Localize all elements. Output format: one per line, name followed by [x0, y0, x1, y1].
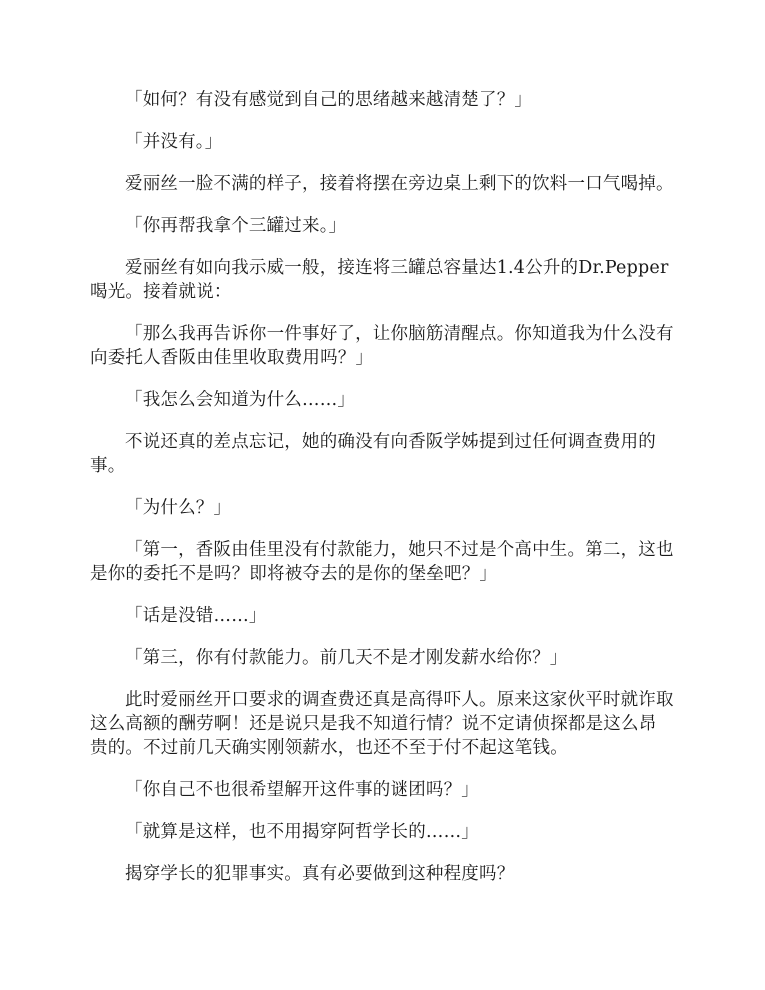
paragraph-7: 「我怎么会知道为什么……」: [125, 390, 356, 410]
paragraph-2: 「并没有。」: [125, 132, 223, 152]
paragraph-12: 「第三，你有付款能力。前几天不是才刚发薪水给你？」: [125, 648, 568, 668]
paragraph-14: 「你自己不也很希望解开这件事的谜团吗？」: [125, 780, 479, 800]
paragraph-6: 「那么我再告诉你一件事好了，让你脑筋清醒点。你知道我为什么没有向委托人香阪由佳里收取费用吗？」: [90, 324, 674, 368]
paragraph-10: 「第一，香阪由佳里没有付款能力，她只不过是个高中生。第二，这也是你的委托不是吗？即将被夺去的是你的堡垒吧？」: [90, 540, 674, 584]
paragraph-3: 爱丽丝一脸不满的样子，接着将摆在旁边桌上剩下的饮料一口气喝掉。: [125, 174, 674, 194]
paragraph-13: 此时爱丽丝开口要求的调查费还真是高得吓人。原来这家伙平时就诈取这么高额的酬劳啊！还是说只是我不知道行情？说不定请侦探都是这么昂贵的。不过前几天确实刚领薪水，也还不至于付不起这笔钱。: [90, 690, 674, 758]
paragraph-4: 「你再帮我拿个三罐过来。」: [125, 216, 347, 236]
document-page: [90, 88, 674, 904]
paragraph-16: 揭穿学长的犯罪事实。真有必要做到这种程度吗？: [125, 864, 515, 884]
paragraph-9: 「为什么？」: [125, 498, 232, 518]
paragraph-11: 「话是没错……」: [125, 606, 267, 626]
paragraph-5: 爱丽丝有如向我示威一般，接连将三罐总容量达1.4公升的Dr.Pepper喝光。接着就说：: [90, 258, 669, 302]
paragraph-1: 「如何？有没有感觉到自己的思绪越来越清楚了？」: [125, 90, 533, 110]
paragraph-15: 「就算是这样，也不用揭穿阿哲学长的……」: [125, 822, 479, 842]
paragraph-8: 不说还真的差点忘记，她的确没有向香阪学姊提到过任何调查费用的事。: [90, 432, 656, 476]
